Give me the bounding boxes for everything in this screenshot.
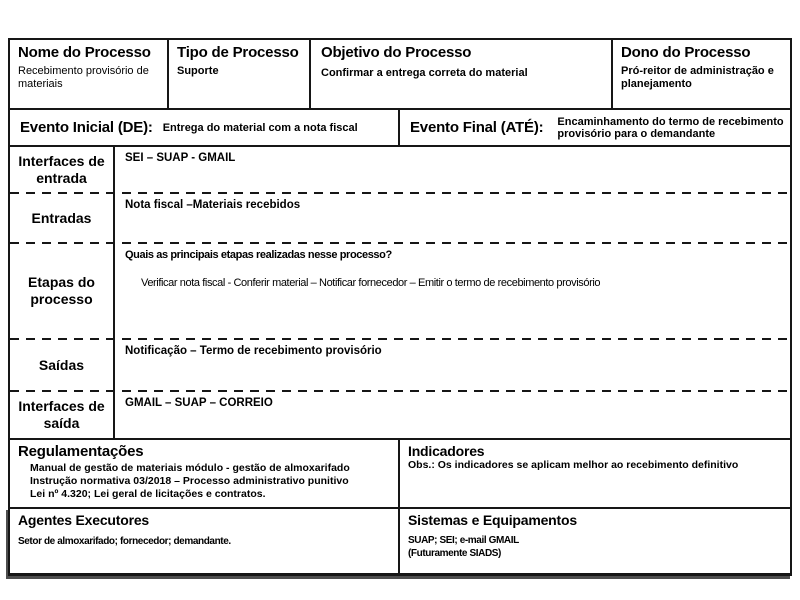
row-content: Nota fiscal –Materiais recebidos <box>125 199 301 211</box>
row-content: Notificação – Termo de recebimento provisório <box>125 345 382 357</box>
field-title: Tipo de Processo <box>177 44 299 61</box>
row-label: Saídas <box>10 340 115 390</box>
indicators-note: Obs.: Os indicadores se aplicam melhor ao recebimento definitivo <box>408 459 739 471</box>
initial-event-label: Evento Inicial (DE): <box>20 119 153 136</box>
row-etapas <box>10 244 790 338</box>
initial-event-value: Entrega do material com a nota fiscal <box>162 121 358 134</box>
row-interfaces-saida <box>10 392 790 438</box>
agents-content: Setor de almoxarifado; fornecedor; demandante. <box>18 536 231 547</box>
row-label: Etapas do processo <box>10 244 115 338</box>
header-cell-dono-do-processo <box>611 40 790 108</box>
systems-item: SUAP; SEI; e-mail GMAIL <box>408 535 519 546</box>
row-interfaces-entrada <box>10 147 790 192</box>
row-content: GMAIL – SUAP – CORREIO <box>125 397 273 409</box>
systems-list <box>408 534 782 560</box>
field-title: Dono do Processo <box>621 44 751 61</box>
etapas-steps: Verificar nota fiscal - Conferir material – Notificar fornecedor – Emitir o termo de recebimento provisório <box>141 277 601 289</box>
regulation-item: Manual de gestão de materiais módulo - gestão de almoxarifado <box>30 462 350 474</box>
indicators-title: Indicadores <box>408 443 485 459</box>
header-cell-objetivo-do-processo <box>309 40 611 108</box>
regulation-item: Instrução normativa 03/2018 – Processo administrativo punitivo <box>30 475 349 487</box>
header-cell-nome-do-processo <box>10 40 167 108</box>
row-label: Interfaces de saída <box>10 392 115 438</box>
systems-cell <box>400 509 790 573</box>
regulations-list <box>30 462 390 501</box>
regulations-cell <box>10 440 400 507</box>
agents-systems-row <box>8 507 792 576</box>
final-event-value: Encaminhamento do termo de recebimento provisório para o demandante <box>557 115 784 140</box>
agents-cell <box>10 509 400 573</box>
process-form <box>8 38 792 576</box>
events-row <box>8 108 792 147</box>
row-content: SEI – SUAP - GMAIL <box>125 152 236 164</box>
field-value: Recebimento provisório de materiais <box>18 65 149 90</box>
row-content <box>115 244 790 338</box>
sipoc-section <box>8 145 792 440</box>
row-entradas <box>10 194 790 242</box>
regulations-indicators-row <box>8 438 792 509</box>
final-event-label: Evento Final (ATÉ): <box>410 119 544 136</box>
final-event-cell <box>400 110 790 145</box>
field-title: Nome do Processo <box>18 44 151 61</box>
field-title: Objetivo do Processo <box>321 44 472 61</box>
systems-item: (Futuramente SIADS) <box>408 548 501 559</box>
etapas-question: Quais as principais etapas realizadas nesse processo? <box>125 249 392 261</box>
indicators-cell <box>400 440 790 507</box>
agents-title: Agentes Executores <box>18 512 150 528</box>
row-saidas <box>10 340 790 390</box>
field-value: Confirmar a entrega correta do material <box>321 67 528 79</box>
initial-event-cell <box>10 110 400 145</box>
header-cell-tipo-de-processo <box>167 40 309 108</box>
row-label: Interfaces de entrada <box>10 147 115 192</box>
regulation-item: Lei nº 4.320; Lei geral de licitações e contratos. <box>30 488 266 500</box>
header-row <box>8 38 792 110</box>
regulations-title: Regulamentações <box>18 443 144 460</box>
field-value: Suporte <box>177 65 219 77</box>
systems-title: Sistemas e Equipamentos <box>408 512 577 528</box>
field-value: Pró-reitor de administração e planejamento <box>621 65 774 90</box>
row-label: Entradas <box>10 194 115 242</box>
